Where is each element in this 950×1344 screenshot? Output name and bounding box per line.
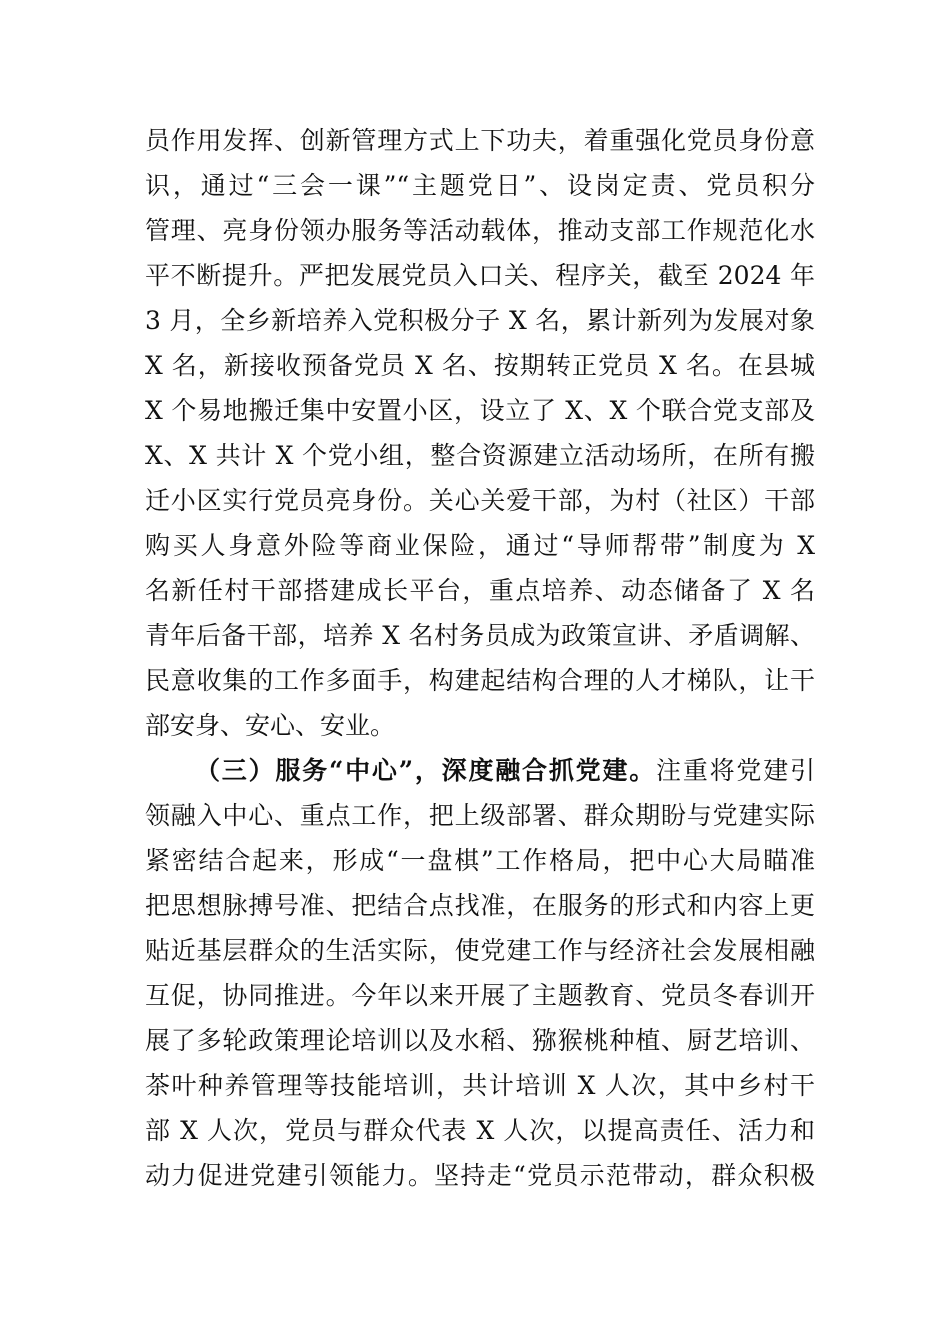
text-line: 领融入中心、重点工作，把上级部署、群众期盼与党建实际 [145, 801, 815, 830]
section-heading: （三）服务“中心”，深度融合抓党建。 [195, 756, 657, 785]
paragraph-2-first-line [145, 748, 815, 793]
text-line: 贴近基层群众的生活实际，使党建工作与经济社会发展相融 [145, 936, 815, 965]
text-line: 民意收集的工作多面手，构建起结构合理的人才梯队，让干 [145, 666, 815, 695]
text-line: 紧密结合起来，形成“一盘棋”工作格局，把中心大局瞄准 [145, 846, 815, 875]
paragraph-1 [145, 118, 815, 748]
text-line: 员作用发挥、创新管理方式上下功夫，着重强化党员身份意 [145, 126, 815, 155]
text-line: 购买人身意外险等商业保险，通过“导师帮带”制度为 X [145, 531, 815, 560]
text-line: 动力促进党建引领能力。坚持走“党员示范带动，群众积极 [145, 1161, 815, 1190]
text-line: 把思想脉搏号准、把结合点找准，在服务的形式和内容上更 [145, 891, 815, 920]
text-line: 管理、亮身份领办服务等活动载体，推动支部工作规范化水 [145, 216, 815, 245]
text-run: 注重将党建引 [656, 756, 815, 785]
text-line: 茶叶种养管理等技能培训，共计培训 X 人次，其中乡村干 [145, 1071, 815, 1100]
text-line: X 个易地搬迁集中安置小区，设立了 X、X 个联合党支部及 [145, 396, 815, 425]
text-line: 迁小区实行党员亮身份。关心关爱干部，为村（社区）干部 [145, 486, 815, 515]
text-line: X 名，新接收预备党员 X 名、按期转正党员 X 名。在县城 [145, 351, 815, 380]
text-line: 3 月，全乡新培养入党积极分子 X 名，累计新列为发展对象 [145, 306, 815, 335]
text-line: 部安身、安心、安业。 [145, 711, 396, 740]
text-line: 平不断提升。严把发展党员入口关、程序关，截至 2024 年 [145, 261, 815, 290]
text-line: 名新任村干部搭建成长平台，重点培养、动态储备了 X 名 [145, 576, 815, 605]
text-line: X、X 共计 X 个党小组，整合资源建立活动场所，在所有搬 [145, 441, 815, 470]
text-line: 展了多轮政策理论培训以及水稻、猕猴桃种植、厨艺培训、 [145, 1026, 815, 1055]
text-line: 部 X 人次，党员与群众代表 X 人次，以提高责任、活力和 [145, 1116, 815, 1145]
text-line: 识，通过“三会一课”“主题党日”、设岗定责、党员积分 [145, 171, 815, 200]
paragraph-2 [145, 748, 815, 1198]
text-line: 互促，协同推进。今年以来开展了主题教育、党员冬春训开 [145, 981, 815, 1010]
text-line: 青年后备干部，培养 X 名村务员成为政策宣讲、矛盾调解、 [145, 621, 815, 650]
body-text [145, 118, 815, 1198]
